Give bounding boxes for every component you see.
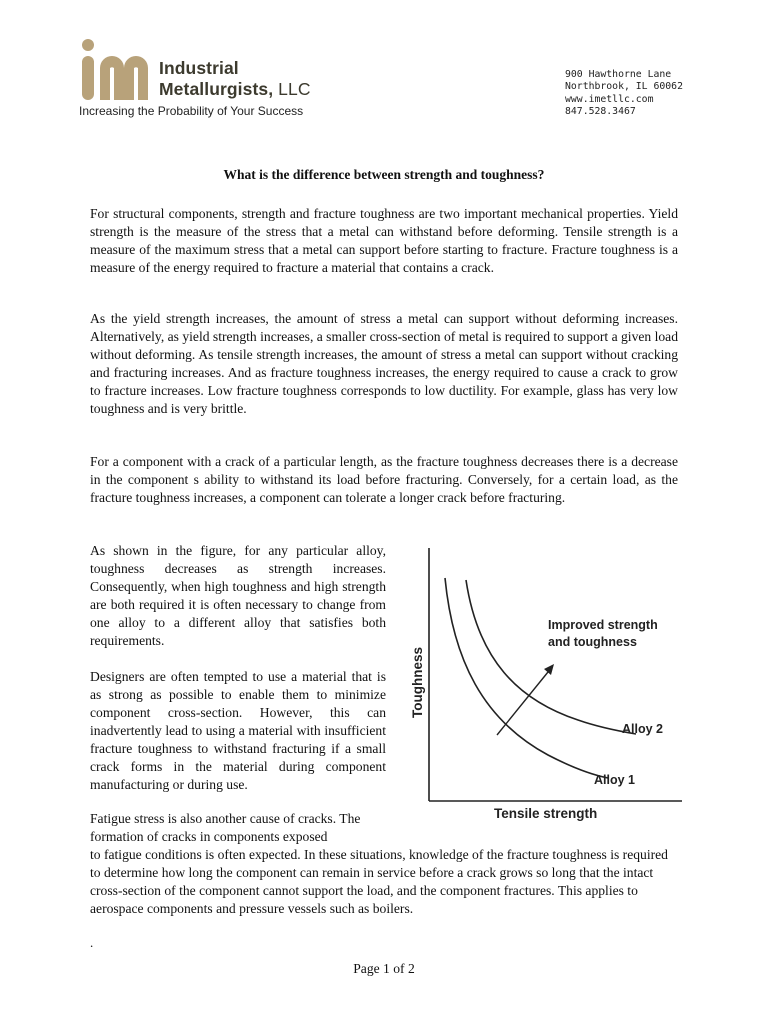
- alloy-1-curve: [445, 578, 608, 778]
- address-street: 900 Hawthorne Lane: [565, 69, 672, 80]
- address-city: Northbrook, IL 60062: [565, 81, 683, 93]
- annotation-line-1: Improved strength: [548, 618, 658, 632]
- address-phone: 847.528.3467: [565, 106, 636, 118]
- company-name-line2: Metallurgists,: [159, 79, 274, 99]
- paragraph-3: For a component with a crack of a particular length, as the fracture toughness decreases there is a decrease in the component s ability to withstand its load before fracturing. Conversely, for a certain load, as the fracture toughness increases, a component can tolerate a longer crack before fracturing.: [90, 454, 678, 505]
- alloy-1-label: Alloy 1: [594, 773, 635, 787]
- alloy-2-label: Alloy 2: [622, 722, 663, 736]
- address-block: [565, 69, 683, 119]
- paragraph-2: As the yield strength increases, the amount of stress a metal can support without deforming increases. Alternatively, as yield strength increases, a smaller cross-section of metal is required to support a given load without deforming. As tensile strength increases, the amount of stress a metal can support without cracking and fracturing increases. And as fracture toughness increases, the energy required to cause a crack to grow to fracture increases. Low fracture toughness corresponds to low ductility. For example, glass has very low toughness and is very brittle.: [90, 311, 679, 416]
- stray-period: .: [90, 935, 94, 950]
- paragraph-4: As shown in the figure, for any particular alloy, toughness decreases as strength increases. Consequently, when high toughness and high strength are both required it is often necessary to change from one alloy to a different alloy that satisfies both requirements.: [90, 543, 386, 648]
- address-website: www.imetllc.com: [565, 93, 654, 105]
- paragraph-6-start: Fatigue stress is also another cause of cracks. The formation of cracks in components exposed: [90, 811, 361, 844]
- arrow-head-icon: [544, 664, 554, 675]
- strength-toughness-figure: [398, 540, 683, 830]
- paragraph-6-continued: to fatigue conditions is often expected. In these situations, knowledge of the fracture toughness is required to determine how long the component can remain in service before a crack grows so long that the intact cross-section of the component cannot support the load, and the component fractures. This applies to aerospace components and pressure vessels such as boilers.: [90, 847, 668, 916]
- logo-im-mark: [82, 39, 148, 100]
- x-axis-label: Tensile strength: [494, 806, 598, 821]
- page-number: Page 1 of 2: [353, 961, 415, 976]
- paragraph-5: Designers are often tempted to use a material that is as strong as possible to enable them to minimize component cross-section. However, this can inadvertently lead to using a material with insufficient fracture toughness to withstand fracturing if a small crack forms in the material during component manufacturing or during use.: [90, 669, 386, 792]
- company-name: [159, 58, 311, 100]
- company-suffix-text: LLC: [278, 79, 311, 99]
- paragraph-1: For structural components, strength and fracture toughness are two important mechanical properties. Yield strength is the measure of the stress that a metal can withstand before deforming. Tensile strength is a measure of the maximum stress that a metal can support before starting to fracture. Fracture toughness is a measure of the energy required to fracture a material that contains a crack.: [90, 206, 678, 275]
- y-axis-label: Toughness: [410, 646, 425, 718]
- alloy-2-curve: [466, 580, 636, 734]
- document-title: What is the difference between strength and toughness?: [223, 167, 545, 182]
- tagline: Increasing the Probability of Your Success: [79, 104, 304, 118]
- company-name-line1: Industrial: [159, 58, 239, 78]
- company-suffix: [273, 79, 310, 99]
- company-logo: [78, 38, 158, 100]
- annotation-line-2: and toughness: [548, 635, 637, 649]
